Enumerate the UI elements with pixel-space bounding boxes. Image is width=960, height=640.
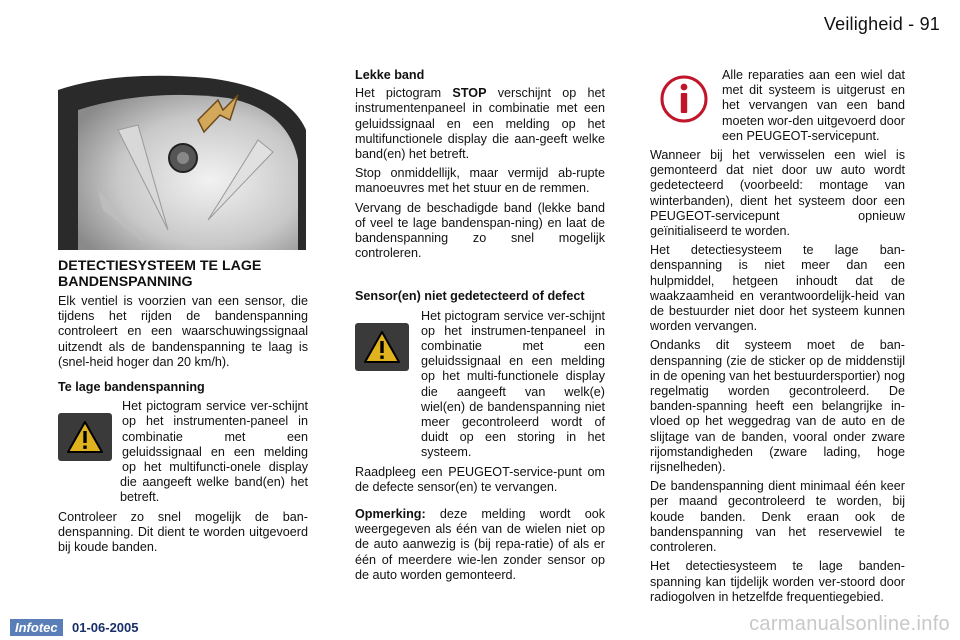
footer [0, 613, 960, 640]
wheel-change-paragraph: Wanneer bij het verwisselen een wiel is gemonteerd dat niet door uw auto wordt gedetecteerd (voorbeeld: montage van winterbanden), dient het systeem door een PEUGEOT-servicepunt opnieuw geïnitialiseerd te worden. [650, 148, 905, 239]
column-middle [355, 68, 605, 587]
aid-only-paragraph: Het detectiesysteem te lage ban-denspanning is niet meer dan een hulpmiddel, hetgeen inhoudt dat de waakzaamheid en verantwoordelijk-heid van de bestuurder niet door het systeem kunnen worden vervangen. [650, 243, 905, 334]
check-pressure-paragraph: Controleer zo snel mogelijk de ban-denspanning. Dit dient te worden uitgevoerd bij koude banden. [58, 509, 308, 555]
flat-tire-paragraph [355, 86, 605, 162]
warning-text-low-pressure: Het pictogram service ver-schijnt op het instrumenten-paneel in combinatie met een geluidssignaal en een melding op het multifuncti-onele display die aangeeft welke band(en) het betreft. [120, 399, 308, 505]
consult-service-paragraph: Raadpleeg een PEUGEOT-service-punt om de defecte sensor(en) te vervangen. [355, 464, 605, 494]
subheading-sensor-defect: Sensor(en) niet gedetecteerd of defect [355, 289, 585, 304]
note-label: Opmerking: [355, 507, 426, 522]
regular-check-paragraph: Ondanks dit systeem moet de ban-denspanning (zie de sticker op de middenstijl in de opening van het bestuurdersportier) nog regelmatig worden gecontroleerd. De banden-spanning heeft een belangrijke in-vloed op het weggedrag van de auto en de slijtage van de banden, vooral onder zware rijomstandigheden (zware lading, hoge rijsnelheden). [650, 338, 905, 475]
subheading-low-pressure: Te lage bandenspanning [58, 380, 205, 395]
info-circle-icon [656, 70, 712, 128]
warning-triangle-icon [58, 413, 112, 461]
warning-triangle-icon [355, 323, 409, 371]
flat-tire-text-pre: Het pictogram [355, 86, 453, 101]
section-heading: DETECTIESYSTEEM TE LAGE BANDENSPANNING [58, 258, 262, 290]
info-text-repairs: Alle reparaties aan een wiel dat met dit systeem is uitgerust en het vervangen van een band moeten wor-den uitgevoerd door een PEUGEOT-servicepunt. [722, 68, 905, 143]
column-right [650, 68, 905, 609]
stop-immediately-paragraph: Stop onmiddellijk, maar vermijd ab-rupte manoeuvres met het stuur en de remmen. [355, 166, 605, 196]
watermark: carmanualsonline.info [749, 613, 950, 635]
note-paragraph [355, 507, 605, 583]
tire-valve-photo [58, 70, 306, 250]
infotec-logo: Infotec [10, 619, 63, 636]
replace-tire-paragraph: Vervang de beschadigde band (lekke band of veel te lage bandenspan-ning) en laat de bandenspanning zo snel mogelijk controleren. [355, 200, 605, 261]
flat-tire-text-post: verschijnt op het instrumentenpaneel in combinatie met een geluidssignaal en een melding op het multifunctionele display die aan-geeft welke band(en) het betreft. [355, 86, 605, 162]
intro-paragraph: Elk ventiel is voorzien van een sensor, die tijdens het rijden de bandenspanning controleert en een waarschuwingssignaal uitzendt als de bandenspanning te laag is (snel-heid hoger dan 20 km/h). [58, 294, 308, 369]
note-text: deze melding wordt ook weergegeven als één van de wielen niet op de auto aanwezig is (bij repa-ratie) of als er één of meerdere wie-len zonder sensor op de auto worden gemonteerd. [355, 507, 605, 582]
monthly-check-paragraph: De bandenspanning dient minimaal één keer per maand gecontroleerd te worden, bij koude banden. Denk eraan ook de bandenspanning van het reservewiel te controleren. [650, 479, 905, 555]
column-left [58, 294, 308, 559]
subheading-flat-tire: Lekke band [355, 68, 425, 82]
radio-interference-paragraph: Het detectiesysteem te lage banden-spanning kan tijdelijk worden ver-stoord door radiogolven in hetzelfde frequentiegebied. [650, 559, 905, 604]
stop-label: STOP [452, 86, 487, 101]
footer-date: 01-06-2005 [72, 620, 139, 635]
warning-text-sensor: Het pictogram service ver-schijnt op het instrumen-tenpaneel in combinatie met een geluidssignaal en een melding op het multi-functionele display die aangeeft van welk(e) wiel(en) de bandenspanning niet meer gecontroleerd wordt of duidt op een storing in het systeem. [421, 308, 605, 460]
page-title: Veiligheid - 91 [823, 14, 940, 34]
